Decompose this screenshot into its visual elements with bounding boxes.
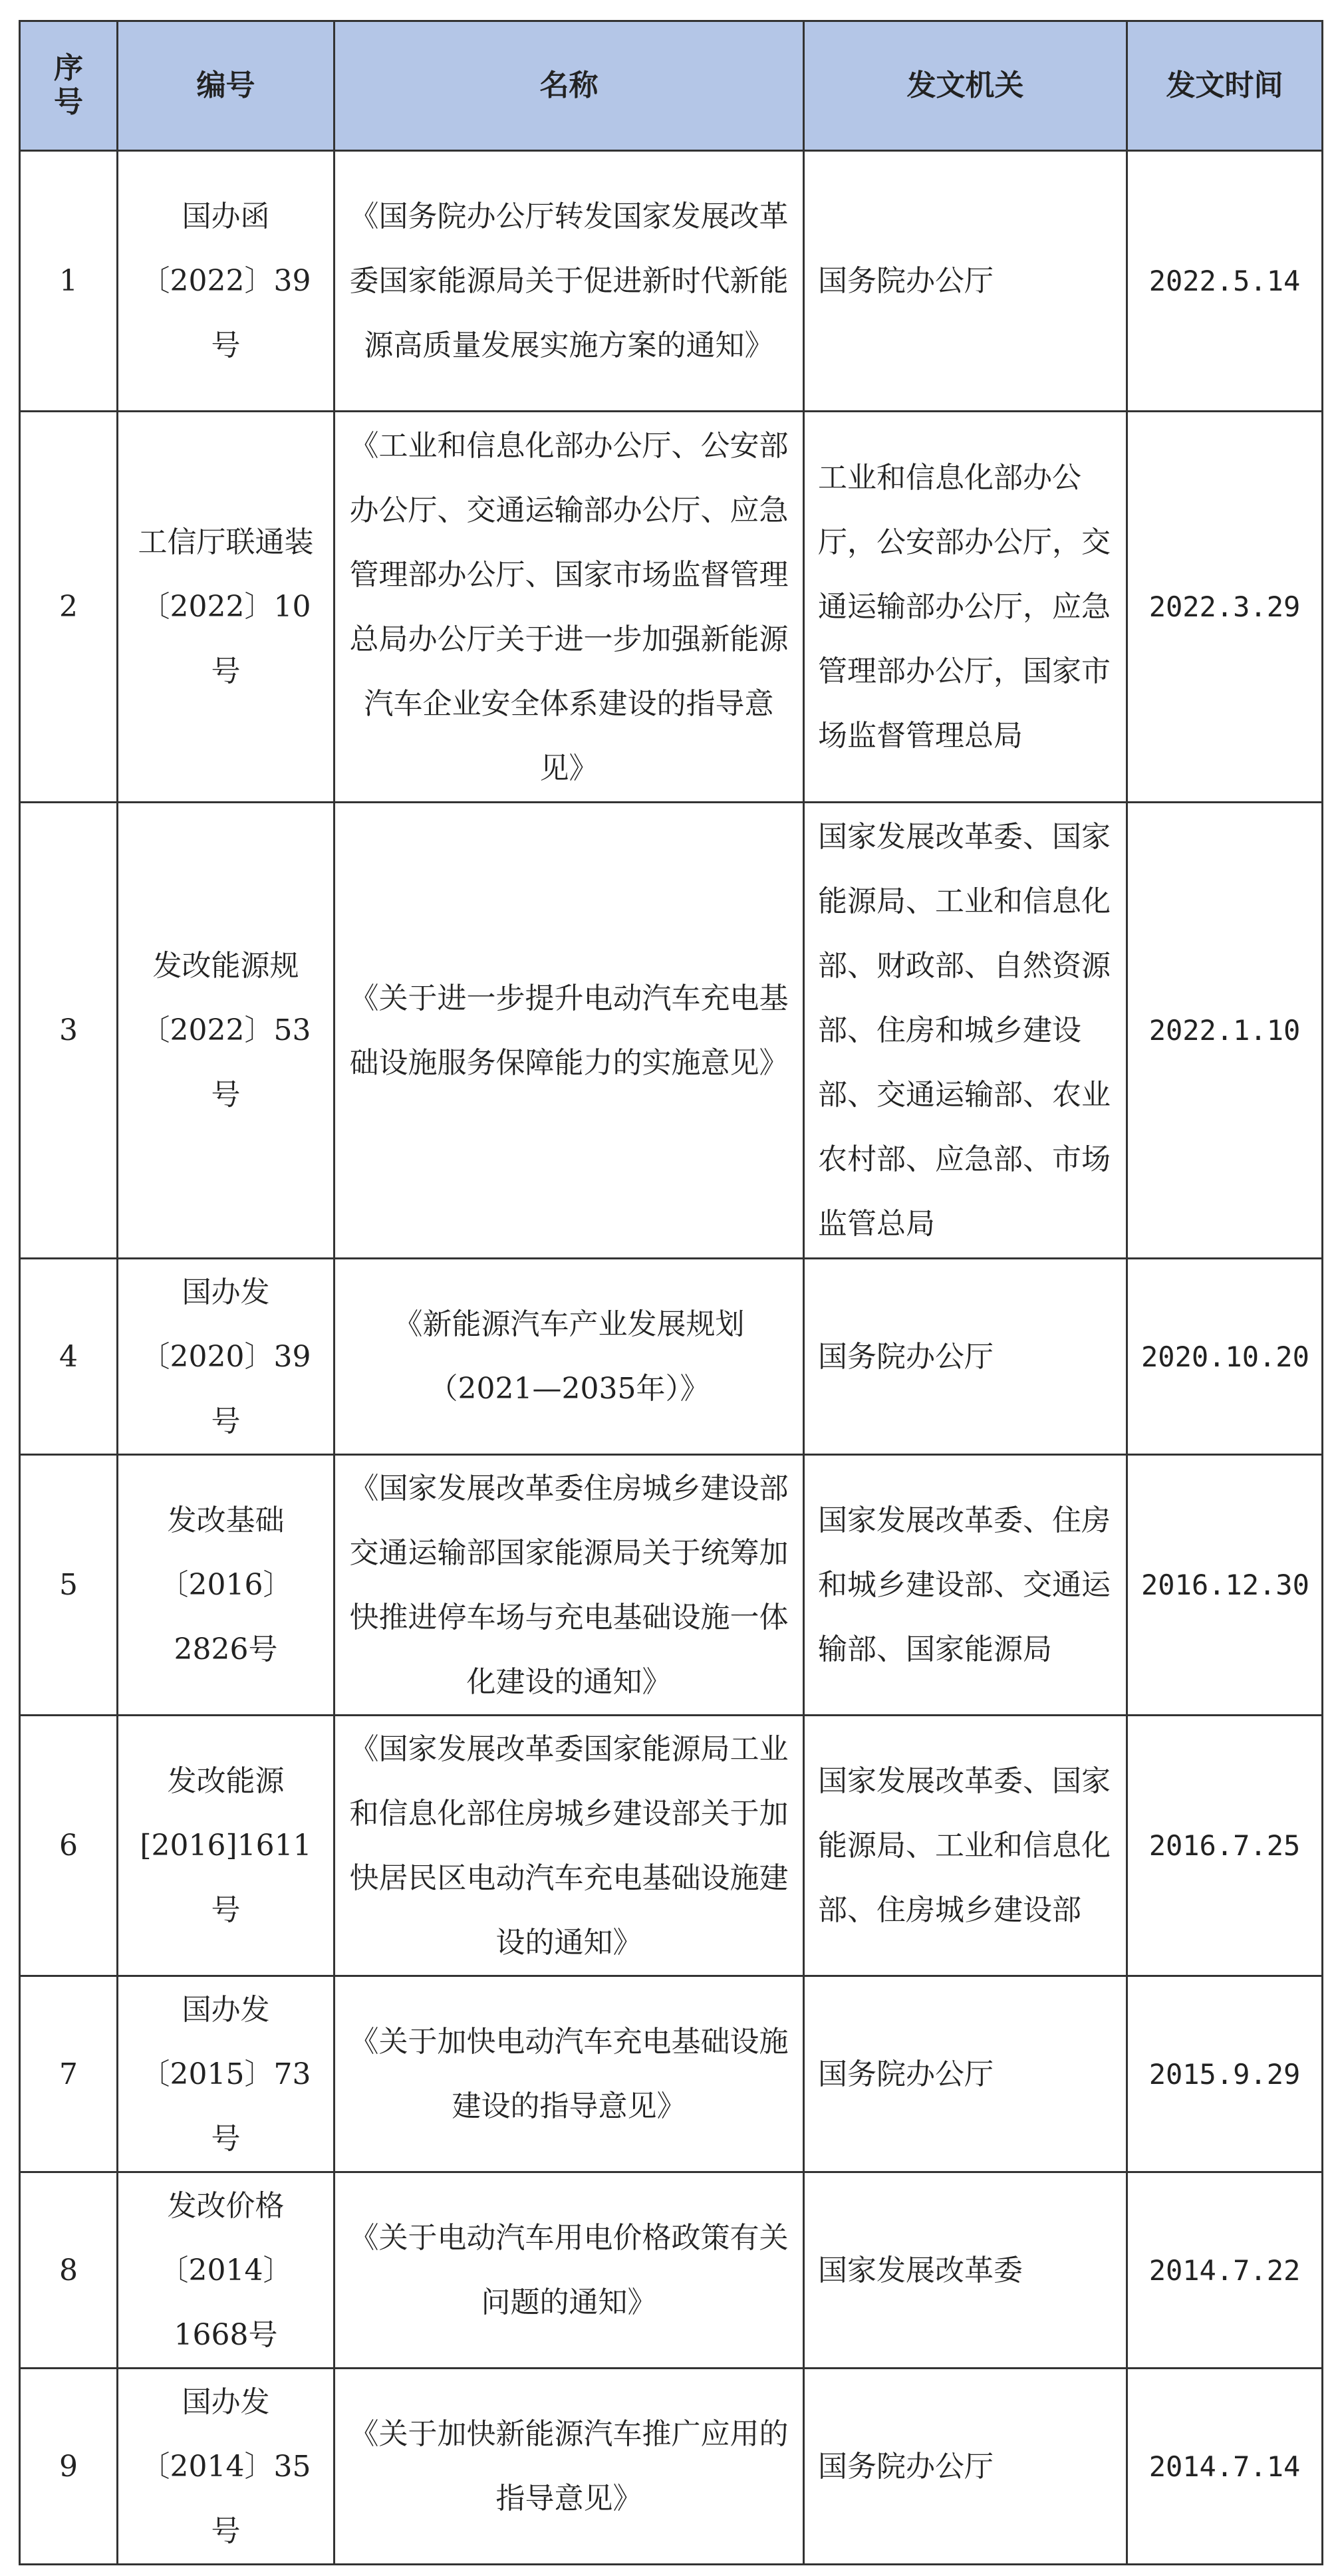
table-row bbox=[20, 2369, 1323, 2565]
header-issuer: 发文机关 bbox=[804, 21, 1127, 151]
cell-date: 2014.7.14 bbox=[1127, 2369, 1323, 2565]
header-seq-line1: 序 bbox=[54, 51, 83, 86]
cell-number: 发改基础〔2016〕2826号 bbox=[118, 1455, 335, 1716]
header-row bbox=[20, 21, 1323, 151]
cell-name: 《关于进一步提升电动汽车充电基础设施服务保障能力的实施意见》 bbox=[335, 803, 804, 1259]
table-row bbox=[20, 1259, 1323, 1455]
cell-issuer: 国家发展改革委、国家能源局、工业和信息化部、财政部、自然资源部、住房和城乡建设部、交通运输部、农业农村部、应急部、市场监管总局 bbox=[804, 803, 1127, 1259]
cell-name: 《关于加快电动汽车充电基础设施建设的指导意见》 bbox=[335, 1976, 804, 2172]
cell-issuer: 国务院办公厅 bbox=[804, 2369, 1127, 2565]
cell-seq: 1 bbox=[20, 151, 118, 412]
cell-date: 2016.12.30 bbox=[1127, 1455, 1323, 1716]
cell-name: 《关于加快新能源汽车推广应用的指导意见》 bbox=[335, 2369, 804, 2565]
cell-date: 2015.9.29 bbox=[1127, 1976, 1323, 2172]
cell-number: 发改能源规〔2022〕53号 bbox=[118, 803, 335, 1259]
cell-seq: 8 bbox=[20, 2172, 118, 2369]
cell-issuer: 工业和信息化部办公厅，公安部办公厅，交通运输部办公厅，应急管理部办公厅，国家市场监督管理总局 bbox=[804, 412, 1127, 803]
cell-date: 2022.1.10 bbox=[1127, 803, 1323, 1259]
header-name: 名称 bbox=[335, 21, 804, 151]
cell-date: 2020.10.20 bbox=[1127, 1259, 1323, 1455]
table-row bbox=[20, 1455, 1323, 1716]
table-row bbox=[20, 2172, 1323, 2369]
cell-number: 国办发〔2015〕73号 bbox=[118, 1976, 335, 2172]
cell-number: 国办发〔2020〕39号 bbox=[118, 1259, 335, 1455]
table-row bbox=[20, 412, 1323, 803]
table-row bbox=[20, 1716, 1323, 1976]
cell-issuer: 国家发展改革委、住房和城乡建设部、交通运输部、国家能源局 bbox=[804, 1455, 1127, 1716]
cell-seq: 6 bbox=[20, 1716, 118, 1976]
cell-name: 《国务院办公厅转发国家发展改革委国家能源局关于促进新时代新能源高质量发展实施方案的通知》 bbox=[335, 151, 804, 412]
header-number: 编号 bbox=[118, 21, 335, 151]
cell-issuer: 国家发展改革委、国家能源局、工业和信息化部、住房城乡建设部 bbox=[804, 1716, 1127, 1976]
header-seq-line2: 号 bbox=[54, 85, 83, 119]
cell-issuer: 国务院办公厅 bbox=[804, 151, 1127, 412]
cell-date: 2014.7.22 bbox=[1127, 2172, 1323, 2369]
cell-date: 2022.5.14 bbox=[1127, 151, 1323, 412]
cell-issuer: 国务院办公厅 bbox=[804, 1259, 1127, 1455]
cell-seq: 5 bbox=[20, 1455, 118, 1716]
table-row bbox=[20, 1976, 1323, 2172]
table-row bbox=[20, 803, 1323, 1259]
cell-issuer: 国家发展改革委 bbox=[804, 2172, 1127, 2369]
cell-seq: 4 bbox=[20, 1259, 118, 1455]
cell-seq: 2 bbox=[20, 412, 118, 803]
cell-issuer: 国务院办公厅 bbox=[804, 1976, 1127, 2172]
cell-seq: 3 bbox=[20, 803, 118, 1259]
policy-table bbox=[19, 20, 1323, 2565]
cell-seq: 7 bbox=[20, 1976, 118, 2172]
cell-name: 《工业和信息化部办公厅、公安部办公厅、交通运输部办公厅、应急管理部办公厅、国家市场监督管理总局办公厅关于进一步加强新能源汽车企业安全体系建设的指导意见》 bbox=[335, 412, 804, 803]
cell-name: 《新能源汽车产业发展规划（2021—2035年）》 bbox=[335, 1259, 804, 1455]
header-seq bbox=[20, 21, 118, 151]
cell-seq: 9 bbox=[20, 2369, 118, 2565]
cell-name: 《国家发展改革委国家能源局工业和信息化部住房城乡建设部关于加快居民区电动汽车充电基础设施建设的通知》 bbox=[335, 1716, 804, 1976]
cell-date: 2022.3.29 bbox=[1127, 412, 1323, 803]
cell-number: 国办函〔2022〕39号 bbox=[118, 151, 335, 412]
cell-name: 《关于电动汽车用电价格政策有关问题的通知》 bbox=[335, 2172, 804, 2369]
cell-date: 2016.7.25 bbox=[1127, 1716, 1323, 1976]
cell-number: 工信厅联通装〔2022〕10号 bbox=[118, 412, 335, 803]
cell-number: 发改能源[2016]1611号 bbox=[118, 1716, 335, 1976]
header-date: 发文时间 bbox=[1127, 21, 1323, 151]
cell-number: 国办发〔2014〕35号 bbox=[118, 2369, 335, 2565]
table-row bbox=[20, 151, 1323, 412]
cell-name: 《国家发展改革委住房城乡建设部交通运输部国家能源局关于统筹加快推进停车场与充电基础设施一体化建设的通知》 bbox=[335, 1455, 804, 1716]
cell-number: 发改价格〔2014〕1668号 bbox=[118, 2172, 335, 2369]
